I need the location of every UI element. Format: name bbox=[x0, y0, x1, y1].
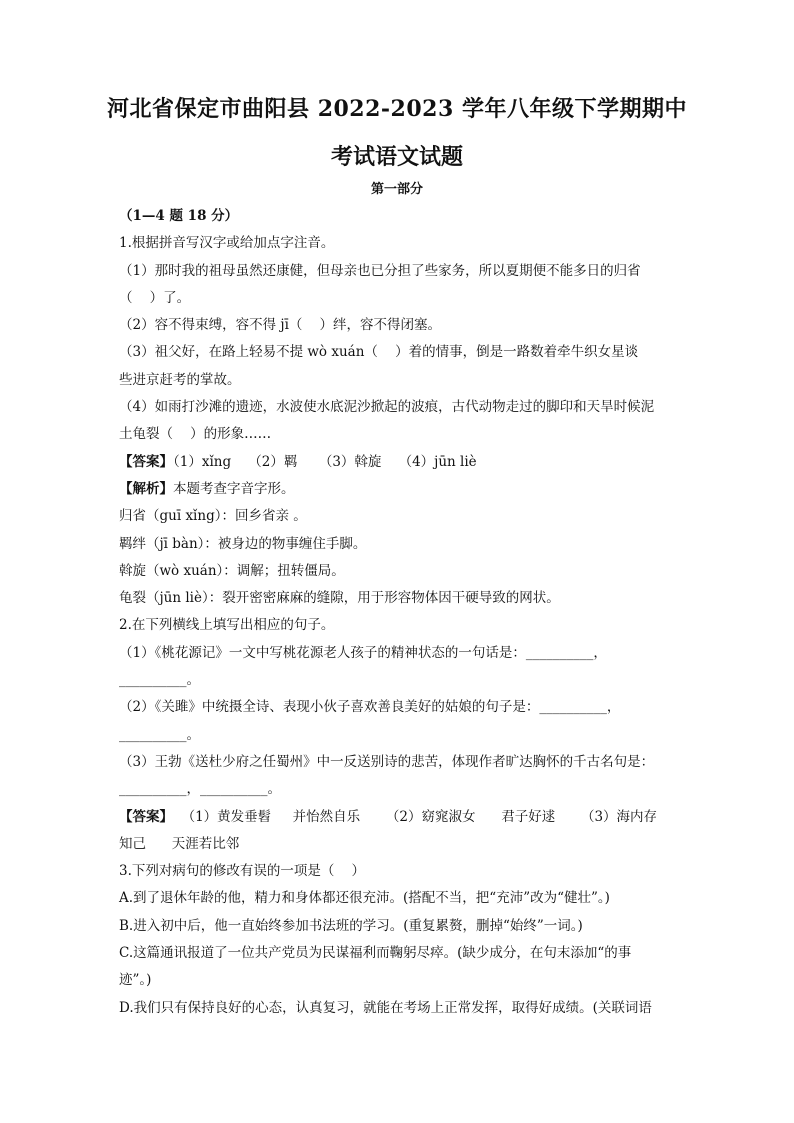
document-title-line2: 考试语文试题 bbox=[330, 144, 463, 170]
q1-item4-line2: 土龟裂（ ）的形象…… bbox=[119, 426, 272, 443]
q1-answer bbox=[119, 449, 684, 476]
answer-text: （1）xǐng （2）羁 （3）斡旋 （4）jūn liè bbox=[173, 453, 477, 470]
q3-option-c-line2: 迹”。) bbox=[119, 972, 152, 989]
score-note: （1—4 题 18 分） bbox=[119, 208, 239, 224]
q1-explanation-2: 羁绊（jī bàn）：被身边的物事缠住手脚。 bbox=[119, 535, 367, 552]
q3-option-b: B.进入初中后，他一直始终参加书法班的学习。(重复累赘，删掉“始终”一词。) bbox=[119, 917, 583, 934]
q1-explanation-1: 归省（guī xǐng）：回乡省亲 。 bbox=[119, 508, 307, 525]
q2-item1-line2: __________。 bbox=[119, 672, 200, 689]
q1-item3-line1: （3）祖父好，在路上轻易不提 wò xuán（ ）着的情事，倒是一路数着牵牛织女星谈 bbox=[119, 344, 639, 361]
q2-answer-line1 bbox=[119, 804, 684, 831]
q3-option-a: A.到了退休年龄的他，精力和身体都还很充沛。(搭配不当，把“充沛”改为“健壮”。) bbox=[119, 890, 610, 907]
q1-item2: （2）容不得束缚，容不得 jī（ ）绊，容不得闭塞。 bbox=[119, 317, 442, 334]
answer-text: （1）黄发垂髫 并怡然自乐 （2）窈窕淑女 君子好逑 （3）海内存 bbox=[173, 808, 658, 825]
q1-item1-line2: （ ）了。 bbox=[119, 289, 191, 306]
answer-label: 【答案】 bbox=[119, 808, 173, 825]
q2-stem: 2.在下列横线上填写出相应的句子。 bbox=[119, 617, 335, 634]
q1-stem: 1.根据拼音写汉字或给加点字注音。 bbox=[119, 235, 335, 252]
analysis-label: 【解析】 bbox=[119, 480, 173, 497]
section-heading: 第一部分 bbox=[370, 182, 423, 197]
q2-item3-line2: __________，__________。 bbox=[119, 781, 281, 798]
document-body bbox=[119, 203, 684, 1022]
q3-stem: 3.下列对病句的修改有误的一项是（ ） bbox=[119, 863, 366, 880]
q3-option-d: D.我们只有保持良好的心态，认真复习，就能在考场上正常发挥，取得好成绩。(关联词语 bbox=[119, 999, 652, 1016]
q1-item4-line1: （4）如雨打沙滩的遗迹，水波使水底泥沙掀起的波痕，古代动物走过的脚印和天旱时候泥 bbox=[119, 399, 655, 416]
q2-item1-line1: （1）《桃花源记》一文中写桃花源老人孩子的精神状态的一句话是：__________， bbox=[119, 644, 607, 661]
q2-item3-line1: （3）王勃《送杜少府之任蜀州》中一反送别诗的悲苦，体现作者旷达胸怀的千古名句是： bbox=[119, 753, 655, 770]
q2-item2-line1: （2）《关雎》中统摄全诗、表现小伙子喜欢善良美好的姑娘的句子是：__________， bbox=[119, 699, 621, 716]
answer-label: 【答案】 bbox=[119, 453, 173, 470]
q1-item3-line2: 些进京赶考的掌故。 bbox=[119, 371, 241, 388]
q1-explanation-3: 斡旋（wò xuán）：调解；扭转僵局。 bbox=[119, 562, 345, 579]
q1-analysis bbox=[119, 476, 684, 503]
q3-option-c-line1: C.这篇通讯报道了一位共产党员为民谋福利而鞠躬尽瘁。(缺少成分，在句末添加“的事 bbox=[119, 945, 632, 962]
document-title-line1: 河北省保定市曲阳县 2022-2023 学年八年级下学期期中 bbox=[107, 96, 687, 122]
q2-item2-line2: __________。 bbox=[119, 726, 200, 743]
analysis-text: 本题考查字音字形。 bbox=[173, 480, 295, 497]
q1-explanation-4: 龟裂（jūn liè）：裂开密密麻麻的缝隙，用于形容物体因干硬导致的网状。 bbox=[119, 590, 560, 607]
q2-answer-line2: 知己 天涯若比邻 bbox=[119, 835, 240, 852]
q1-item1-line1: （1）那时我的祖母虽然还康健，但母亲也已分担了些家务，所以夏期便不能多日的归省 bbox=[119, 262, 641, 279]
